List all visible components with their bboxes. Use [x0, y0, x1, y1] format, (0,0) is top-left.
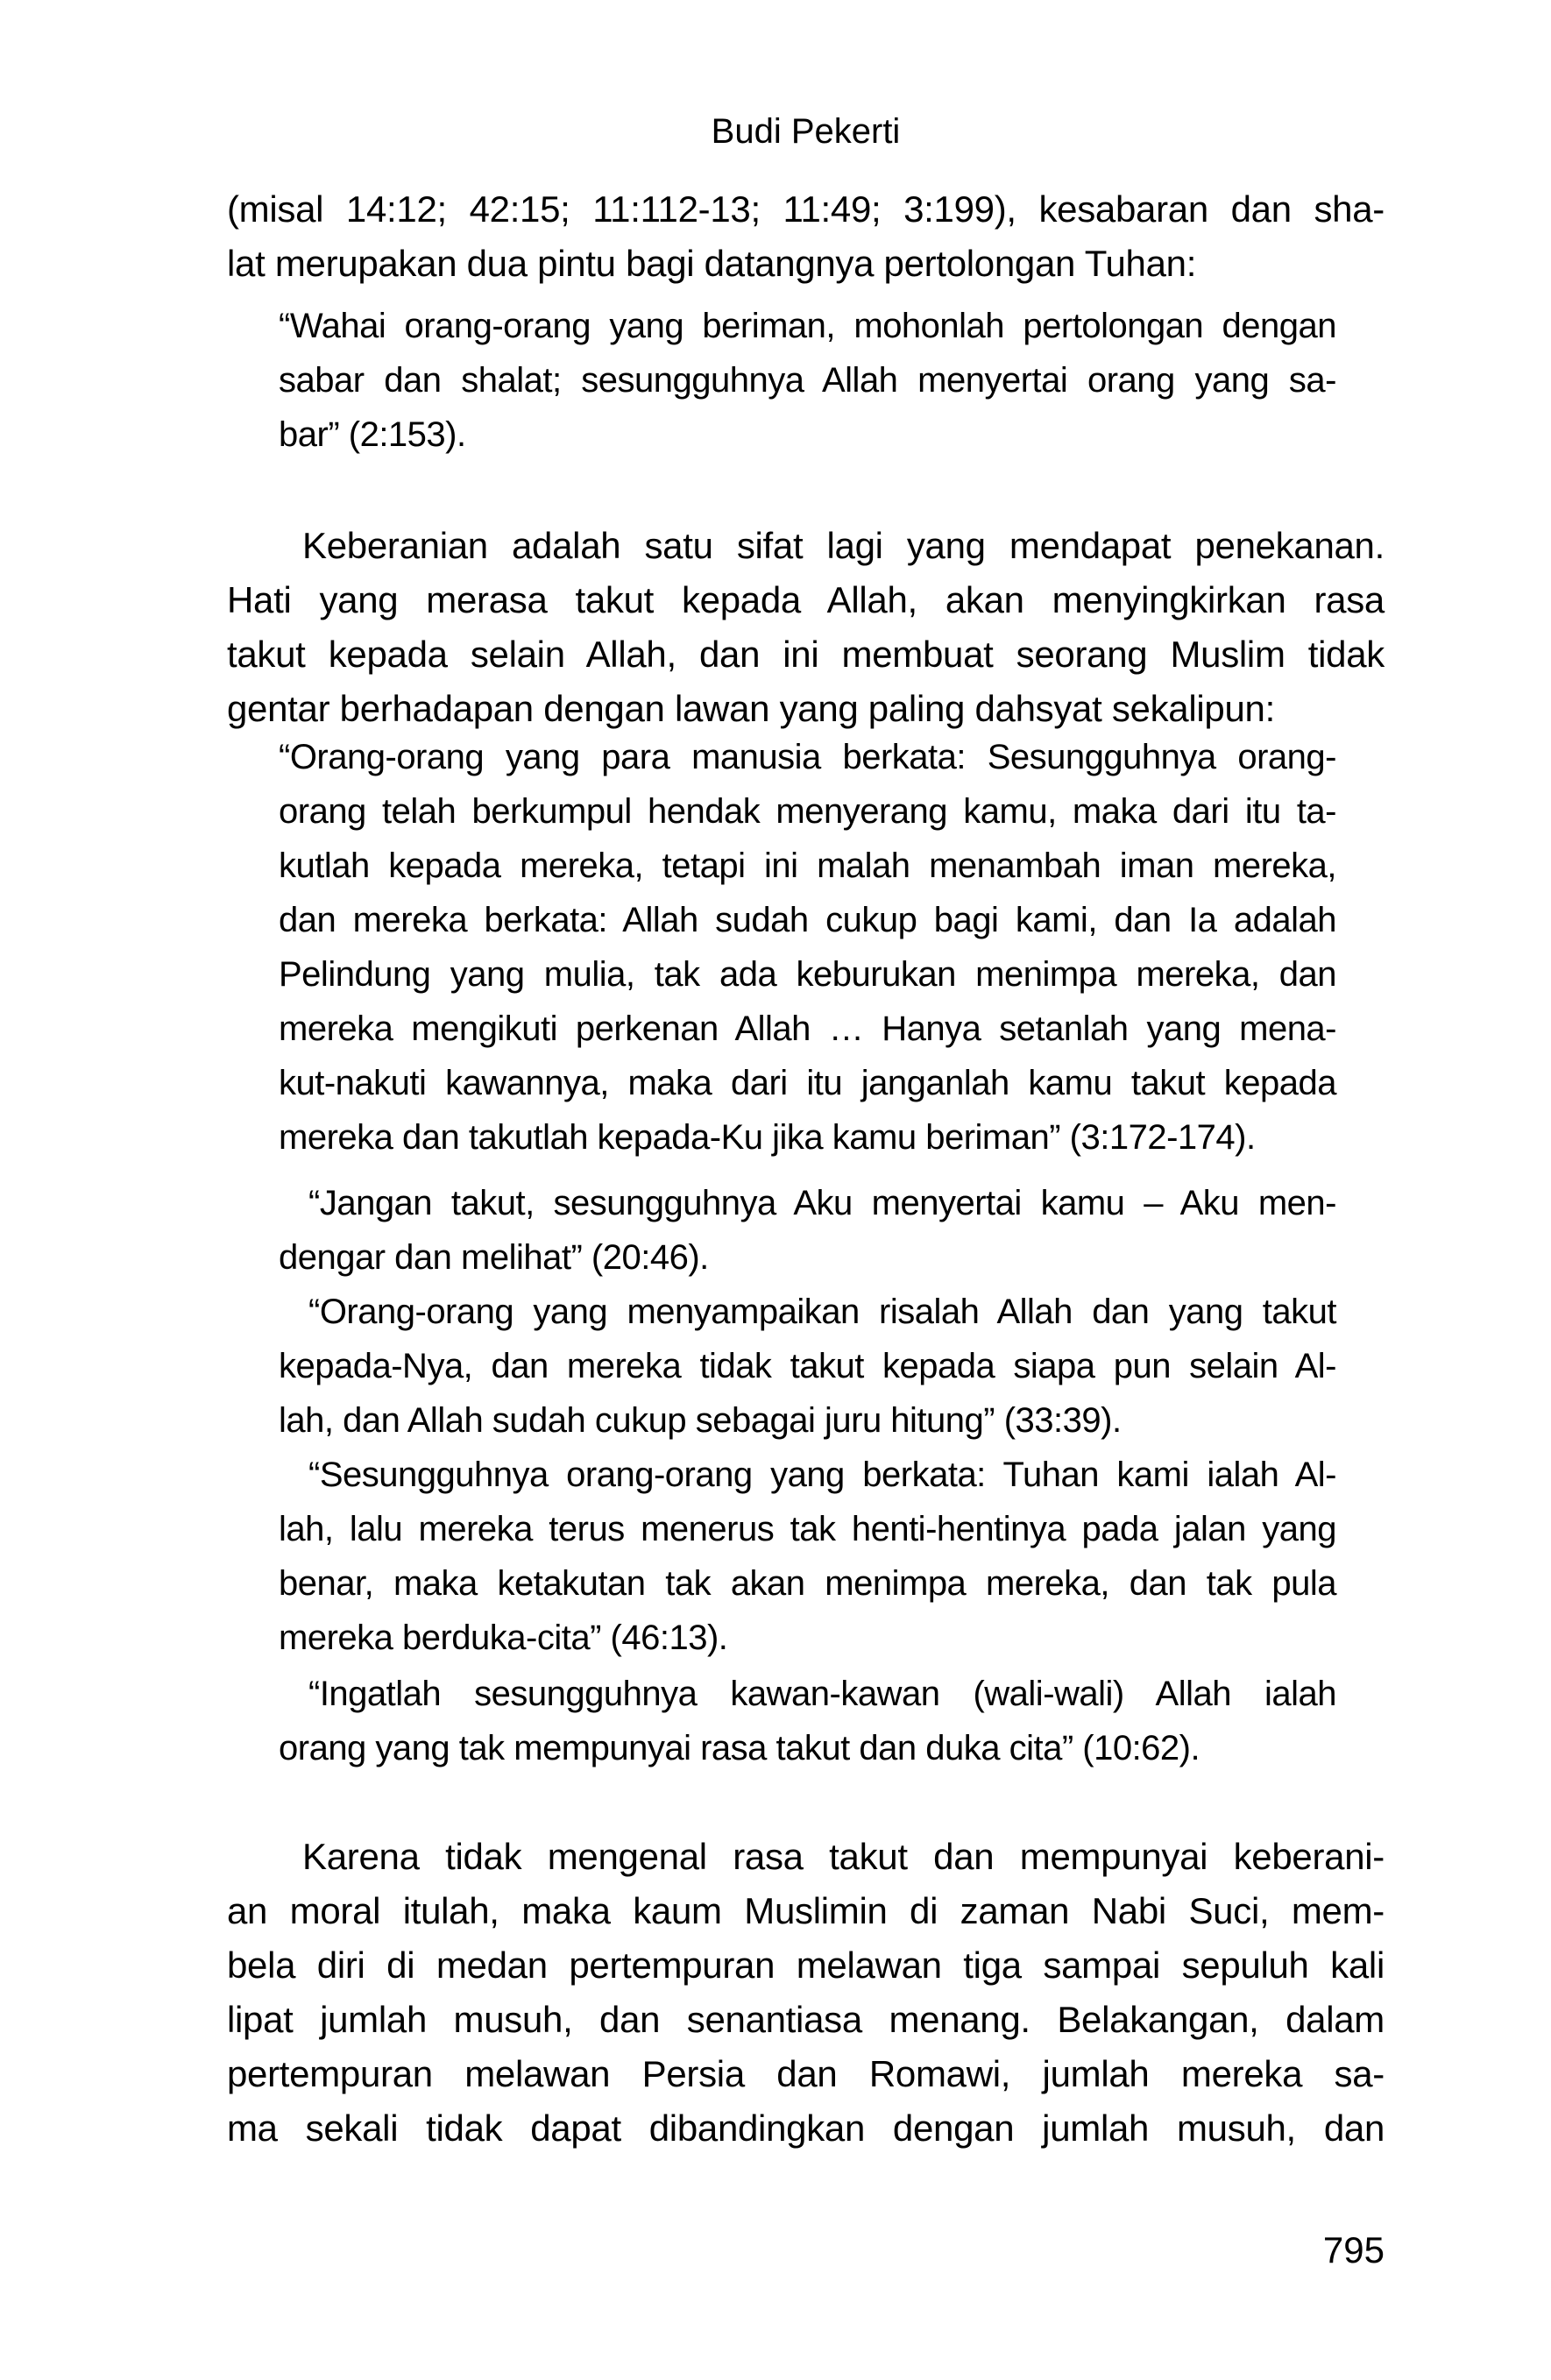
quran-quote-10-62: [279, 1667, 1336, 1775]
body-paragraph-karena: [227, 1830, 1385, 2156]
text-line: Pelindung yang mulia, tak ada keburukan menimpa mereka, dan: [279, 955, 1336, 994]
text-line: lah, dan Allah sudah cukup sebagai juru hitung” (33:39).: [279, 1401, 1122, 1440]
text-line: “Ingatlah sesungguhnya kawan-kawan (wali-wali) Allah ialah: [308, 1675, 1336, 1713]
text-line: an moral itulah, maka kaum Muslimin di zaman Nabi Suci, mem-: [227, 1890, 1385, 1931]
text-line: takut kepada selain Allah, dan ini membuat seorang Muslim tidak: [227, 634, 1385, 675]
text-line: gentar berhadapan dengan lawan yang paling dahsyat sekalipun:: [227, 688, 1275, 729]
text-line: lah, lalu mereka terus menerus tak henti-hentinya pada jalan yang: [279, 1510, 1336, 1548]
quran-quote-46-13: [279, 1448, 1336, 1665]
text-line: “Orang-orang yang menyampaikan risalah Allah dan yang takut: [308, 1293, 1336, 1331]
text-line: benar, maka ketakutan tak akan menimpa mereka, dan tak pula: [279, 1564, 1336, 1603]
quran-quote-3-172-174: [279, 730, 1336, 1165]
body-paragraph-keberanian: [227, 519, 1385, 736]
text-line: (misal 14:12; 42:15; 11:112-13; 11:49; 3:199), kesabaran dan sha-: [227, 188, 1385, 230]
quran-quote-20-46: [279, 1176, 1336, 1285]
text-line: Karena tidak mengenal rasa takut dan mempunyai keberani-: [302, 1836, 1385, 1877]
body-paragraph-continued: [227, 182, 1385, 291]
text-line: Hati yang merasa takut kepada Allah, akan menyingkirkan rasa: [227, 579, 1385, 620]
text-line: dengar dan melihat” (20:46).: [279, 1238, 709, 1277]
text-line: orang telah berkumpul hendak menyerang kamu, maka dari itu ta-: [279, 792, 1336, 831]
text-line: lipat jumlah musuh, dan senantiasa menang. Belakangan, dalam: [227, 1999, 1385, 2040]
quran-quote-33-39: [279, 1285, 1336, 1448]
text-line: lat merupakan dua pintu bagi datangnya pertolongan Tuhan:: [227, 243, 1197, 284]
quran-quote-2-153: [279, 299, 1336, 462]
text-line: sabar dan shalat; sesungguhnya Allah menyertai orang yang sa-: [279, 361, 1336, 400]
text-line: kut-nakuti kawannya, maka dari itu janganlah kamu takut kepada: [279, 1064, 1336, 1102]
text-line: pertempuran melawan Persia dan Romawi, jumlah mereka sa-: [227, 2053, 1385, 2094]
text-line: ma sekali tidak dapat dibandingkan dengan jumlah musuh, dan: [227, 2107, 1385, 2149]
text-line: mereka berduka-cita” (46:13).: [279, 1619, 728, 1657]
text-line: mereka dan takutlah kepada-Ku jika kamu beriman” (3:172-174).: [279, 1118, 1256, 1157]
text-line: bela diri di medan pertempuran melawan tiga sampai sepuluh kali: [227, 1944, 1385, 1986]
text-line: kutlah kepada mereka, tetapi ini malah menambah iman mereka,: [279, 846, 1336, 885]
text-line: bar” (2:153).: [279, 415, 466, 454]
page-number: 795: [1322, 2229, 1385, 2270]
text-line: mereka mengikuti perkenan Allah … Hanya setanlah yang mena-: [279, 1009, 1336, 1048]
text-line: Keberanian adalah satu sifat lagi yang mendapat penekanan.: [302, 525, 1385, 566]
text-line: “Orang-orang yang para manusia berkata: Sesungguhnya orang-: [279, 738, 1336, 776]
text-line: “Jangan takut, sesungguhnya Aku menyertai kamu – Aku men-: [308, 1184, 1336, 1222]
text-line: dan mereka berkata: Allah sudah cukup bagi kami, dan Ia adalah: [279, 901, 1336, 939]
text-line: “Sesungguhnya orang-orang yang berkata: Tuhan kami ialah Al-: [308, 1456, 1336, 1494]
running-header: Budi Pekerti: [711, 112, 901, 151]
text-line: “Wahai orang-orang yang beriman, mohonlah pertolongan dengan: [279, 307, 1336, 345]
text-line: orang yang tak mempunyai rasa takut dan duka cita” (10:62).: [279, 1729, 1200, 1767]
text-line: kepada-Nya, dan mereka tidak takut kepada siapa pun selain Al-: [279, 1347, 1336, 1385]
